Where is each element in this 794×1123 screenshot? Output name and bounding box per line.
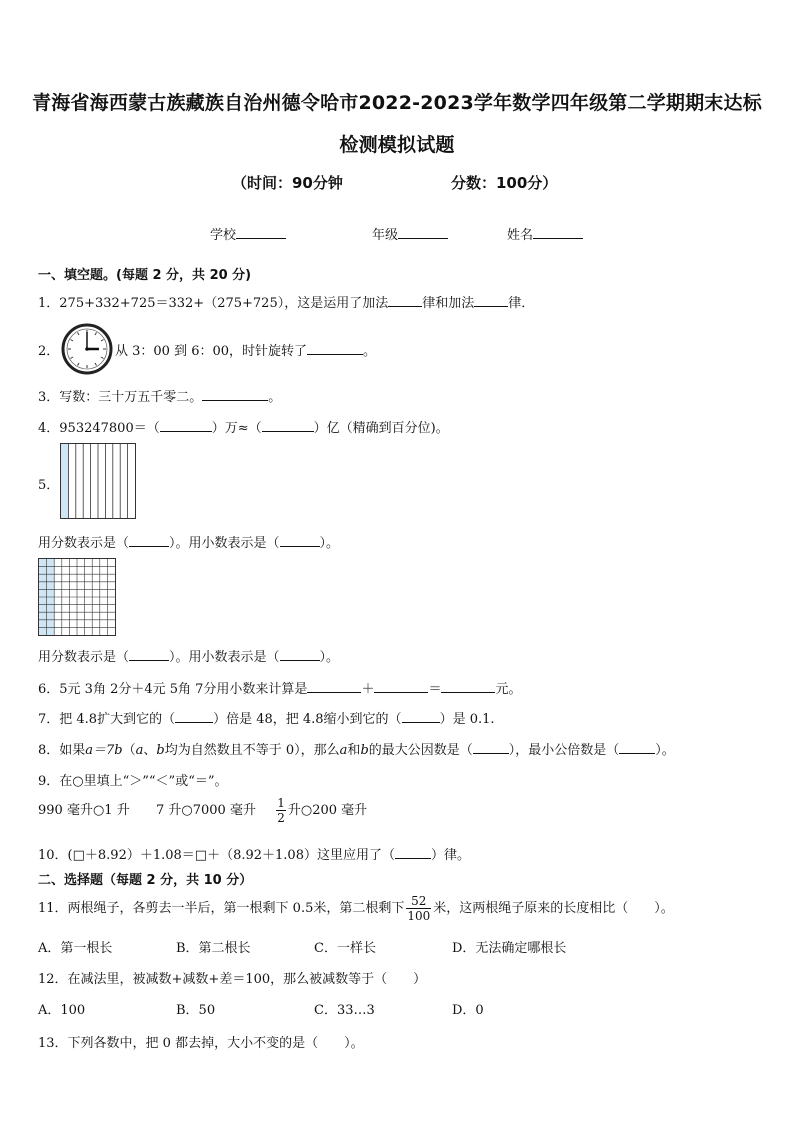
q4-blank-1[interactable] <box>160 419 212 432</box>
q2-end: 。 <box>363 344 377 359</box>
q10-blank[interactable] <box>395 846 431 859</box>
question-1 <box>38 292 534 311</box>
question-11 <box>38 894 674 923</box>
q10-text-b: ）律。 <box>430 848 470 863</box>
grade-blank[interactable] <box>398 226 448 239</box>
q5-line-1 <box>38 532 339 551</box>
grade-field <box>372 224 448 243</box>
exam-time: （时间：90分钟 <box>232 174 343 192</box>
q10-text-a: 10．(□＋8.92）＋1.08＝□＋（8.92＋1.08）这里应用了（ <box>38 848 395 863</box>
question-7 <box>38 708 495 727</box>
q11-text-a: 11．两根绳子，各剪去一半后，第一根剩下 0.5米，第二根剩下 <box>38 901 405 916</box>
strip-grid-figure <box>60 443 136 519</box>
q9-compare-2: 7 升○7000 毫升 <box>155 803 256 818</box>
exam-title-line2: 检测模拟试题 <box>339 134 455 156</box>
q1-blank-1[interactable] <box>388 294 422 307</box>
question-12: 12．在减法里，被减数+减数+差＝100，那么被减数等于（ ） <box>38 972 427 987</box>
q2-number: 2． <box>38 344 60 359</box>
q8-blank-1[interactable] <box>473 741 509 754</box>
question-3 <box>38 386 281 405</box>
q11-option-a[interactable]: A．第一根长 <box>38 941 113 956</box>
q3-text: 3．写数：三十万五千零二。 <box>38 390 203 405</box>
section2-heading: 二、选择题（每题 2 分，共 10 分） <box>38 873 253 888</box>
name-blank[interactable] <box>533 226 583 239</box>
q5-number: 5． <box>38 478 60 493</box>
question-4 <box>38 417 449 436</box>
q5-l1-text-b: ）。用小数表示是（ <box>169 536 280 551</box>
question-6 <box>38 678 521 697</box>
exam-score: 分数：100分） <box>451 174 558 192</box>
q7-blank-2[interactable] <box>402 710 440 723</box>
school-label: 学校 <box>210 228 237 243</box>
q9-frac-num: 1 <box>277 796 285 810</box>
q1-text-b: 律和加法 <box>422 296 475 311</box>
q9-fraction <box>276 796 286 825</box>
q6-blank-1[interactable] <box>307 680 361 693</box>
q11-option-d[interactable]: D．无法确定哪根长 <box>452 941 567 956</box>
question-9: 9．在○里填上“＞”“＜”或“＝”。 <box>38 774 228 789</box>
q5-l1-text-c: ）。 <box>319 536 340 551</box>
question-10 <box>38 844 470 863</box>
clock-icon <box>61 323 113 375</box>
q11-option-c[interactable]: C．一样长 <box>314 941 376 956</box>
q6-blank-3[interactable] <box>441 680 495 693</box>
q6-text-d: 元。 <box>495 682 522 697</box>
q2-text: 从 3：00 到 6：00，时针旋转了 <box>115 344 308 359</box>
q11-text-b: 米，这两根绳子原来的长度相比（ ）。 <box>433 901 674 916</box>
q1-text-a: 1．275+332+725＝332+（275+725），这是运用了加法 <box>38 296 389 311</box>
section1-heading: 一、填空题。(每题 2 分，共 20 分) <box>38 268 252 283</box>
q9-compare-3: 升○200 毫升 <box>287 803 368 818</box>
q6-blank-2[interactable] <box>374 680 428 693</box>
q12-option-c[interactable]: C．33…3 <box>314 1003 375 1018</box>
name-field <box>507 224 583 243</box>
school-field <box>210 224 286 243</box>
q6-text-b: ＋ <box>361 682 375 697</box>
q4-text-a: 4．953247800＝（ <box>38 421 160 436</box>
q5-l1-blank-1[interactable] <box>129 534 169 547</box>
square-grid-figure <box>38 558 116 636</box>
q8-text-c: 、 <box>143 743 157 758</box>
q7-text-b: ）倍是 48，把 4.8缩小到它的（ <box>213 712 402 727</box>
q8-var-a-2: a <box>339 743 348 758</box>
q3-blank[interactable] <box>202 388 268 401</box>
q8-equation: a＝7b <box>85 743 123 758</box>
q5-l2-text-a: 用分数表示是（ <box>38 650 130 665</box>
q11-fraction <box>406 894 431 923</box>
q9-frac-den: 2 <box>277 811 285 825</box>
q5-l2-text-c: ）。 <box>319 650 340 665</box>
q8-var-b: b <box>156 743 165 758</box>
school-blank[interactable] <box>236 226 286 239</box>
q8-text-d: 均为自然数且不等于 0），那么 <box>164 743 340 758</box>
q8-var-b-2: b <box>360 743 369 758</box>
q5-line-2 <box>38 646 339 665</box>
grade-label: 年级 <box>372 228 399 243</box>
q11-frac-num: 52 <box>406 894 431 909</box>
q9-compare-1: 990 毫升○1 升 <box>38 803 130 818</box>
q7-blank-1[interactable] <box>175 710 213 723</box>
question-2 <box>115 340 376 359</box>
q8-text-f: 的最大公因数是（ <box>368 743 473 758</box>
q12-option-a[interactable]: A．100 <box>38 1003 86 1018</box>
q12-option-d[interactable]: D．0 <box>452 1003 484 1018</box>
question-8 <box>38 739 675 758</box>
q1-text-c: 律． <box>508 296 535 311</box>
q4-text-c: ）亿（精确到百分位)。 <box>313 421 449 436</box>
q8-text-g: ），最小公倍数是（ <box>508 743 620 758</box>
q5-l1-blank-2[interactable] <box>280 534 320 547</box>
q2-blank[interactable] <box>307 342 363 355</box>
question-9-items <box>38 796 367 825</box>
q8-text-h: ）。 <box>655 743 675 758</box>
q4-blank-2[interactable] <box>262 419 314 432</box>
q4-text-b: ）万≈（ <box>211 421 262 436</box>
q8-blank-2[interactable] <box>619 741 655 754</box>
q5-l2-blank-2[interactable] <box>280 648 320 661</box>
name-label: 姓名 <box>507 228 534 243</box>
q5-l1-text-a: 用分数表示是（ <box>38 536 130 551</box>
q12-option-b[interactable]: B．50 <box>176 1003 216 1018</box>
q5-l2-blank-1[interactable] <box>129 648 169 661</box>
q11-option-b[interactable]: B．第二根长 <box>176 941 251 956</box>
q1-blank-2[interactable] <box>474 294 508 307</box>
question-13: 13．下列各数中，把 0 都去掉，大小不变的是（ ）。 <box>38 1036 364 1051</box>
q7-text-c: ）是 0.1. <box>439 712 495 727</box>
q8-var-a: a <box>135 743 144 758</box>
shaded-column <box>61 444 68 518</box>
q6-text-c: ＝ <box>428 682 442 697</box>
q8-text-b: （ <box>122 743 136 758</box>
q5-l2-text-b: ）。用小数表示是（ <box>169 650 280 665</box>
q8-text-a: 8．如果 <box>38 743 86 758</box>
q11-frac-den: 100 <box>407 909 431 923</box>
q3-end: 。 <box>268 390 282 405</box>
q8-text-e: 和 <box>347 743 361 758</box>
q6-text-a: 6．5元 3角 2分＋4元 5角 7分用小数来计算是 <box>38 682 308 697</box>
q7-text-a: 7．把 4.8扩大到它的（ <box>38 712 176 727</box>
exam-title-line1: 青海省海西蒙古族藏族自治州德令哈市2022-2023学年数学四年级第二学期期末达标 <box>32 92 762 114</box>
